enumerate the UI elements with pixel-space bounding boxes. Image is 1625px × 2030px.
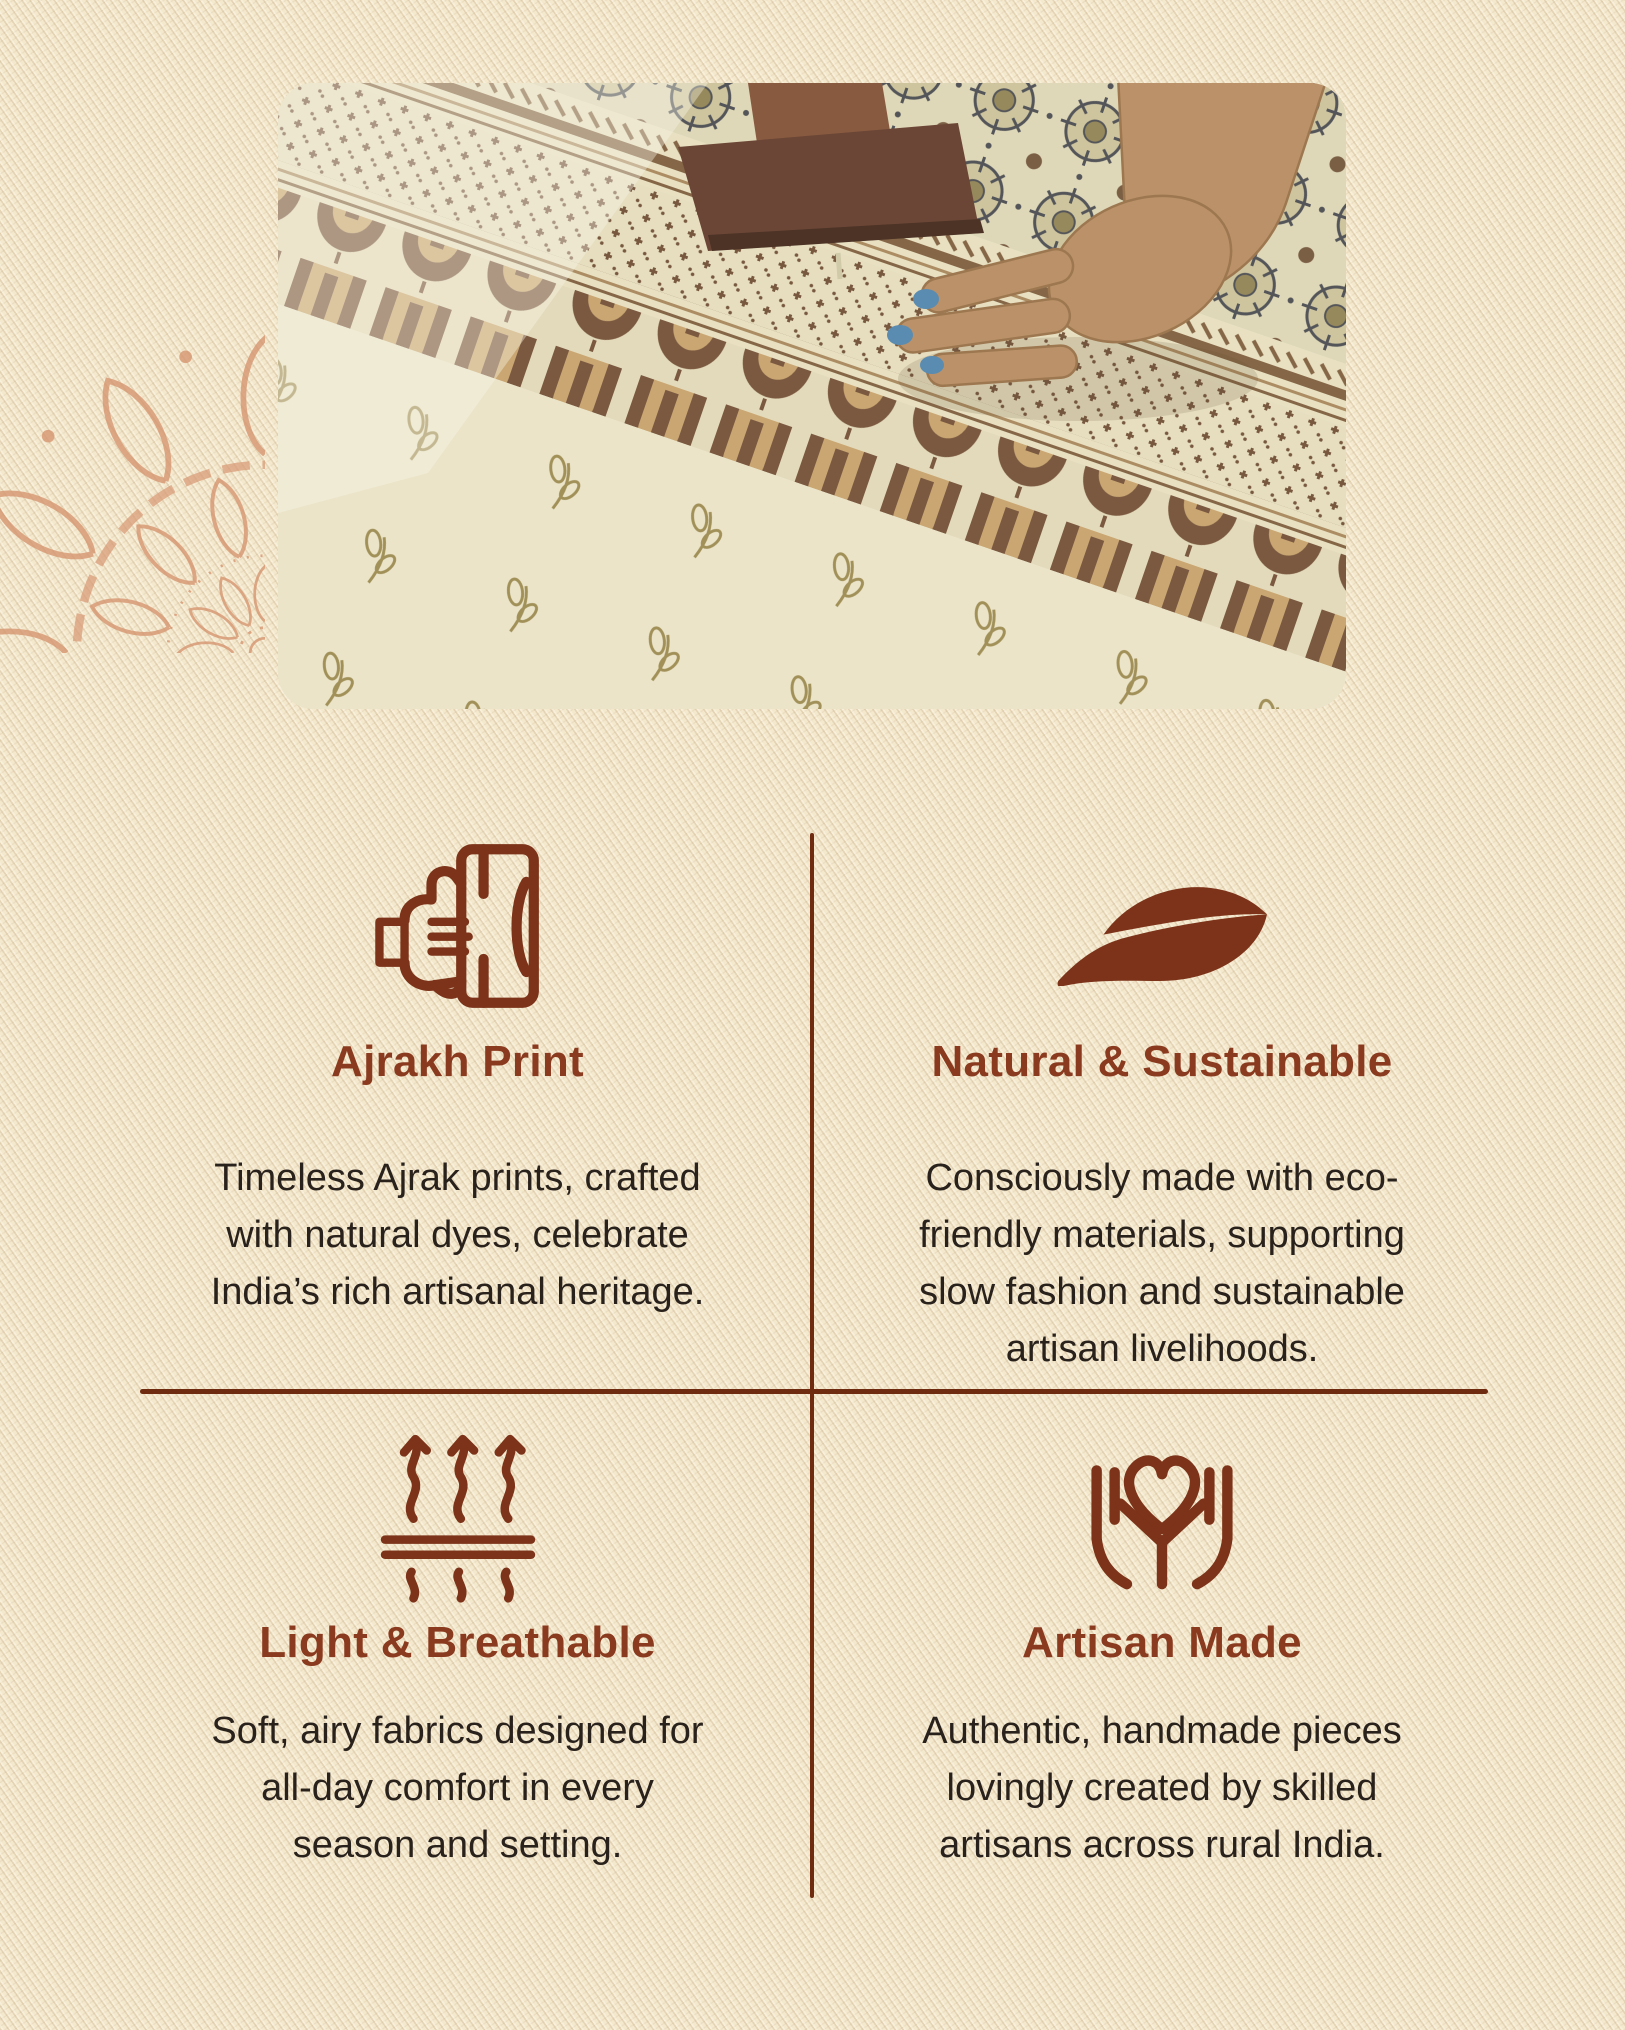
block-stamp-icon xyxy=(369,840,547,1012)
feature-ajrakh-print xyxy=(145,840,770,1321)
feature-title: Natural & Sustainable xyxy=(931,1037,1393,1086)
horizontal-divider xyxy=(140,1389,1488,1394)
hands-heart-icon xyxy=(1072,1428,1252,1600)
feature-artisan-made xyxy=(858,1428,1466,1874)
breathability-icon xyxy=(373,1428,543,1600)
block-printing-photo xyxy=(278,83,1346,709)
feature-title: Light & Breathable xyxy=(259,1618,656,1667)
feature-title: Artisan Made xyxy=(1022,1618,1302,1667)
mandala-ornament-top-left xyxy=(0,8,265,653)
feature-description: Timeless Ajrak prints, crafted with natural dyes, celebrate India’s rich artisanal heritage. xyxy=(210,1157,705,1313)
hero-image xyxy=(278,83,1346,709)
feature-light-breathable xyxy=(145,1428,770,1874)
feature-description: Soft, airy fabrics designed for all-day comfort in every season and setting. xyxy=(211,1710,704,1866)
feature-description: Consciously made with eco- friendly materials, supporting slow fashion and sustainable artisan livelihoods. xyxy=(919,1157,1405,1370)
feature-natural-sustainable xyxy=(858,840,1466,1378)
vertical-divider xyxy=(810,833,814,1898)
feature-title: Ajrakh Print xyxy=(331,1037,584,1086)
leaf-icon xyxy=(1051,840,1273,1012)
feature-description: Authentic, handmade pieces lovingly created by skilled artisans across rural India. xyxy=(922,1710,1402,1866)
